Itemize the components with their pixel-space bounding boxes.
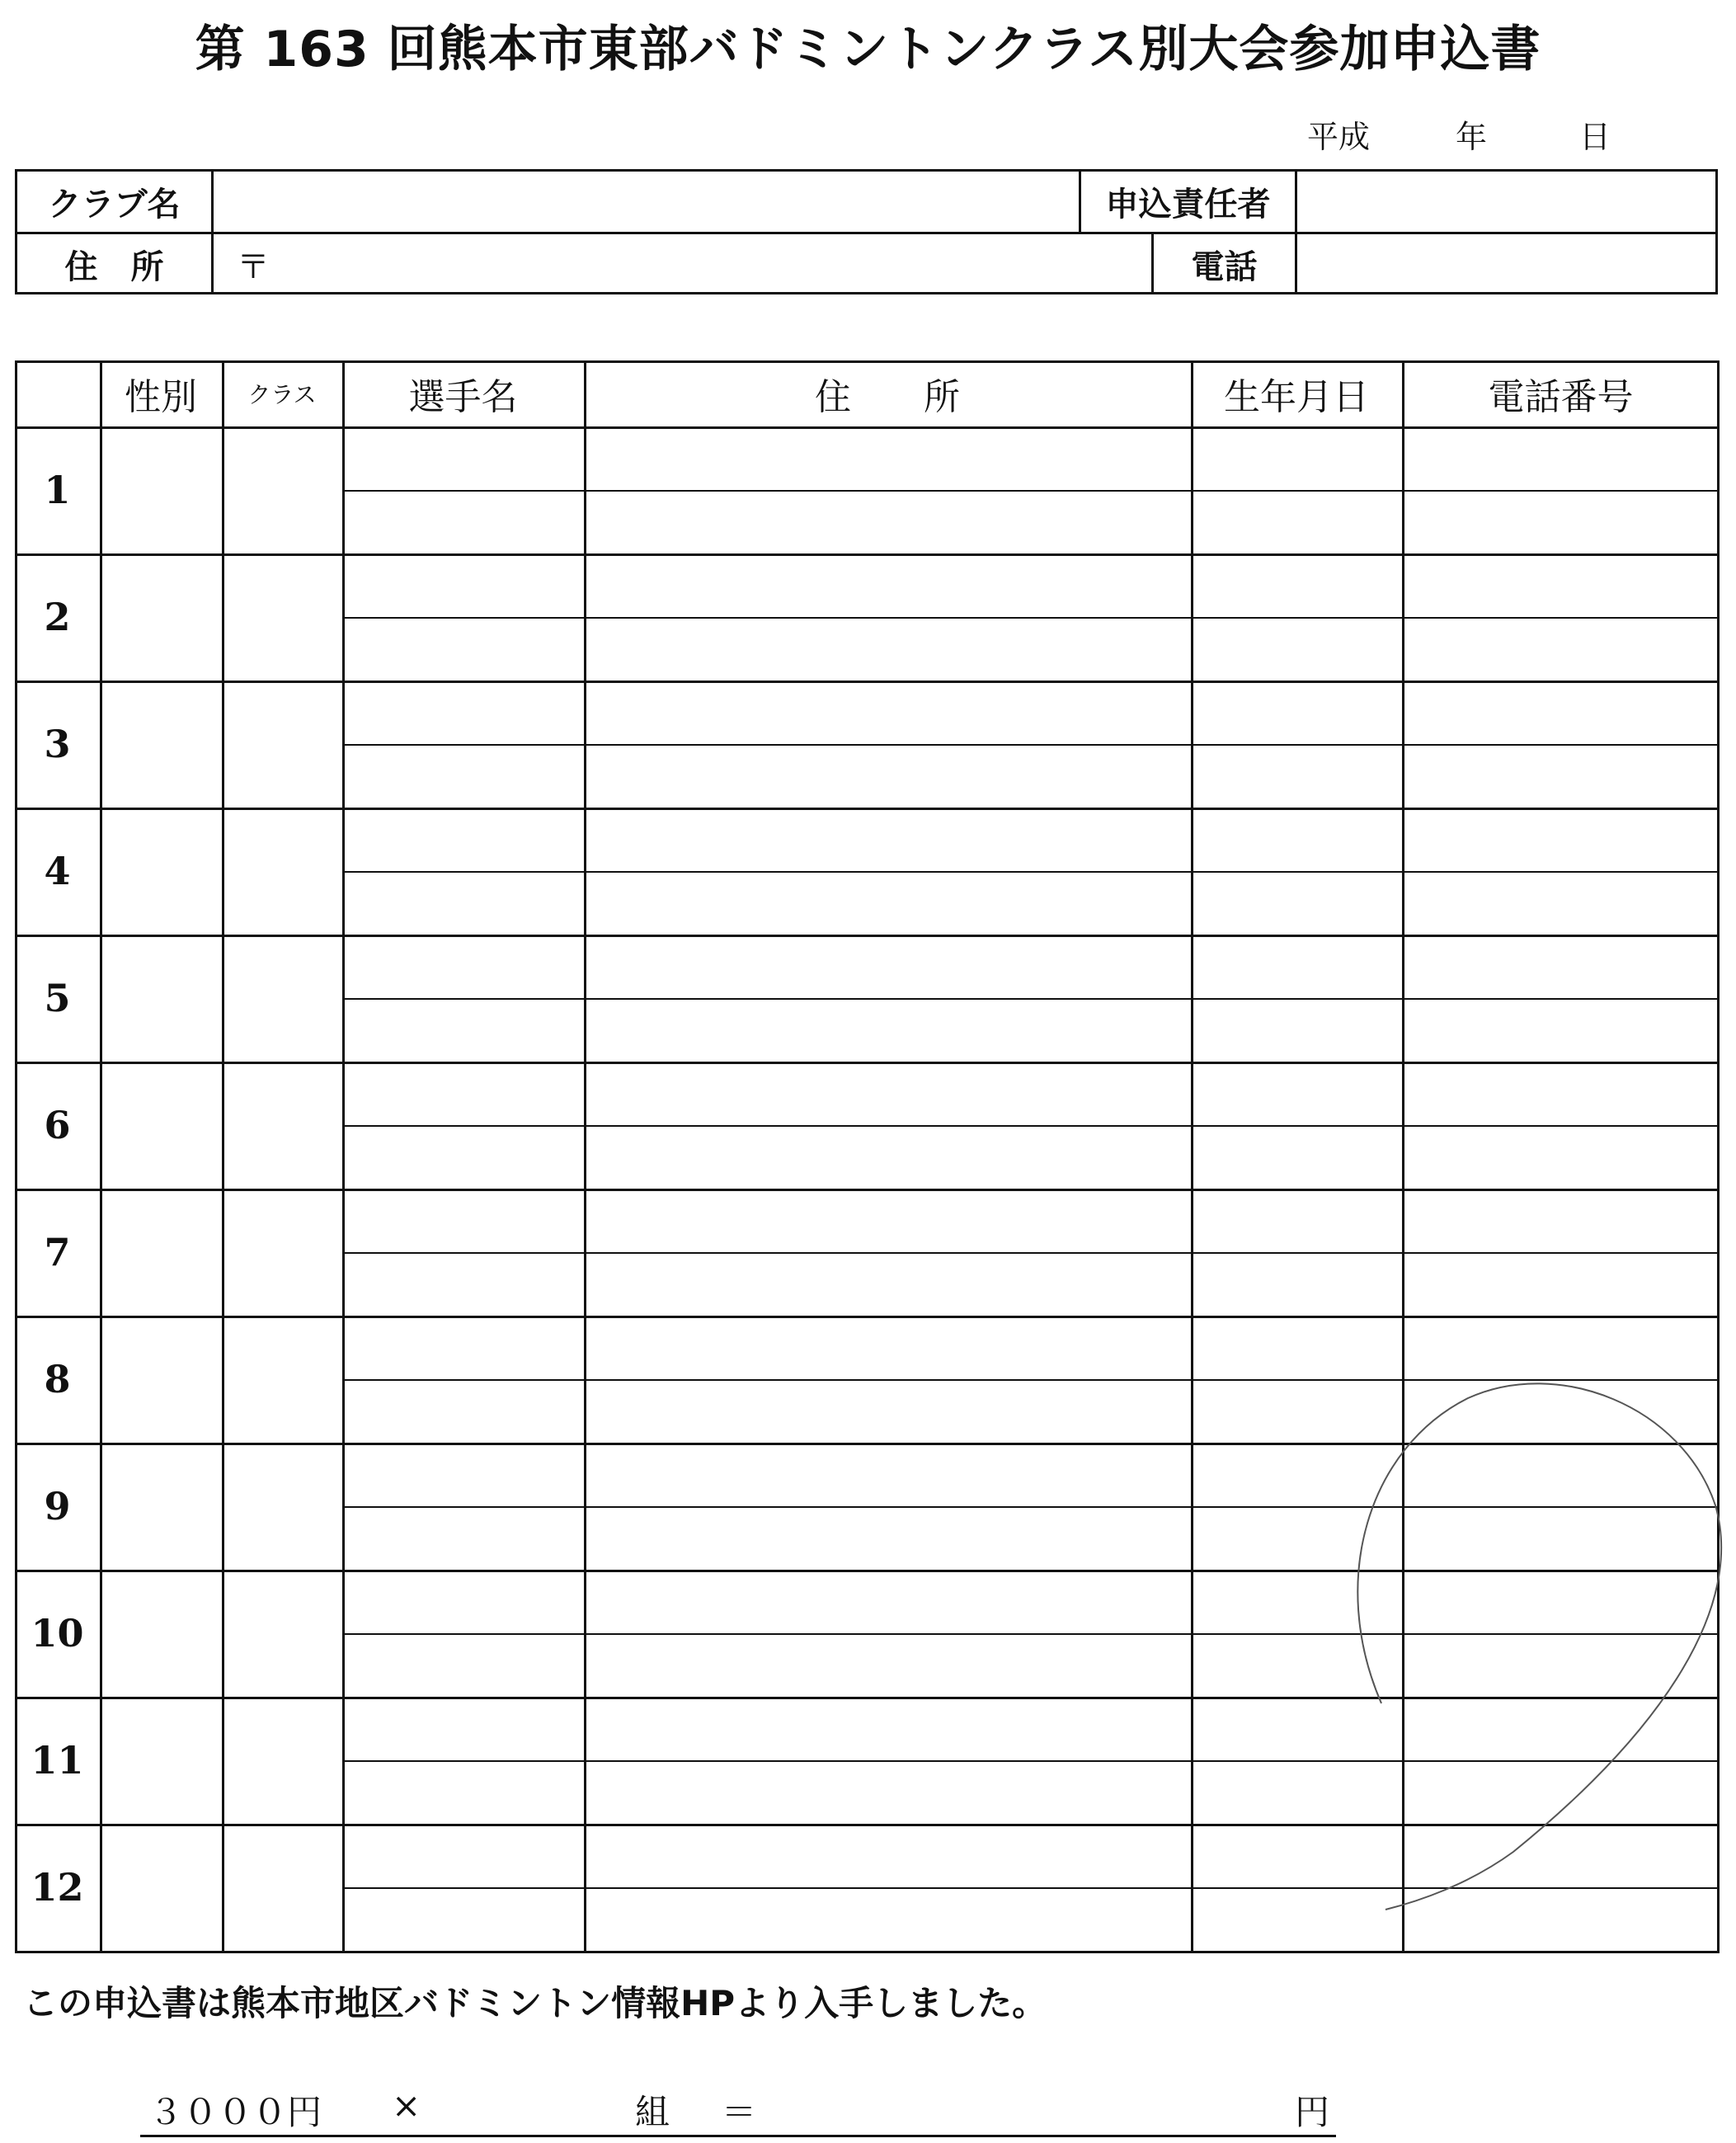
row-number: 10 (31, 1611, 84, 1656)
row-number: 11 (31, 1738, 84, 1783)
date-era: 平成 (1307, 119, 1371, 155)
sub-row-line (342, 490, 1720, 492)
club-address-field[interactable] (214, 234, 1154, 294)
row-line (15, 1951, 1720, 1953)
column-header-address: 住 所 (815, 376, 960, 418)
club-phone-label: 電話 (1154, 234, 1297, 294)
postal-mark: 〒 (237, 248, 270, 286)
sub-row-line (342, 871, 1720, 873)
sub-row-line (342, 1125, 1720, 1127)
sub-row-line (342, 1506, 1720, 1508)
row-line (15, 1824, 1720, 1826)
sub-row-line (342, 1252, 1720, 1254)
row-line (15, 1062, 1720, 1064)
responsible-person-field[interactable] (1297, 172, 1715, 232)
fee-line (140, 2085, 1336, 2137)
row-line (15, 681, 1720, 683)
row-line (15, 426, 1720, 429)
row-number: 1 (44, 468, 71, 512)
application-date (1307, 111, 1611, 157)
source-note: この申込書は熊本市地区バドミントン情報HPより入手しました。 (23, 1983, 1047, 2023)
sub-row-line (342, 744, 1720, 746)
row-number: 8 (44, 1357, 71, 1401)
row-line (15, 553, 1720, 556)
club-phone-field[interactable] (1297, 234, 1715, 294)
row-number: 9 (44, 1484, 71, 1528)
column-line (342, 360, 345, 1951)
club-name-label: クラブ名 (17, 172, 214, 232)
row-line (15, 1570, 1720, 1572)
row-line (15, 1316, 1720, 1318)
sub-row-line (342, 1760, 1720, 1762)
column-line (222, 360, 224, 1951)
column-header-birthdate: 生年月日 (1224, 376, 1369, 418)
column-line (1402, 360, 1404, 1951)
sub-row-line (342, 1887, 1720, 1889)
date-day-label: 日 (1579, 119, 1611, 155)
column-line (1191, 360, 1193, 1951)
sub-row-line (342, 998, 1720, 1000)
responsible-person-label: 申込責任者 (1081, 172, 1297, 232)
row-number: 7 (44, 1230, 71, 1274)
club-row (17, 172, 1715, 234)
column-header-class: クラス (247, 381, 317, 408)
column-line (100, 360, 102, 1951)
date-year-label: 年 (1456, 119, 1488, 155)
column-header-player-name: 選手名 (408, 376, 518, 418)
fee-equals-sign: ＝ (722, 2092, 757, 2132)
row-number: 6 (44, 1103, 71, 1147)
row-number: 3 (44, 722, 71, 766)
player-table (15, 360, 1720, 1951)
fee-yen-label: 円 (1295, 2092, 1330, 2132)
row-number: 2 (44, 595, 71, 639)
sub-row-line (342, 617, 1720, 619)
row-line (15, 808, 1720, 810)
column-header-gender: 性別 (125, 376, 197, 418)
row-line (15, 1697, 1720, 1699)
row-line (15, 360, 1720, 363)
club-info-box (15, 169, 1718, 294)
fee-times-sign: × (392, 2085, 421, 2126)
club-name-field[interactable] (214, 172, 1081, 232)
row-number: 4 (44, 849, 71, 893)
row-number: 5 (44, 976, 71, 1020)
sub-row-line (342, 1633, 1720, 1635)
row-line (15, 935, 1720, 937)
fee-pairs-label: 組 (635, 2092, 670, 2132)
fee-unit-price: ３０００円 (148, 2092, 322, 2132)
address-row (17, 234, 1715, 294)
row-line (15, 1189, 1720, 1191)
club-address-label: 住 所 (17, 234, 214, 294)
row-number: 12 (31, 1865, 84, 1910)
row-line (15, 1443, 1720, 1445)
column-line (584, 360, 586, 1951)
column-line (1717, 360, 1720, 1951)
column-header-phone: 電話番号 (1488, 376, 1634, 418)
sub-row-line (342, 1379, 1720, 1381)
form-title: 第 163 回熊本市東部バドミントンクラス別大会参加申込書 (195, 21, 1541, 78)
